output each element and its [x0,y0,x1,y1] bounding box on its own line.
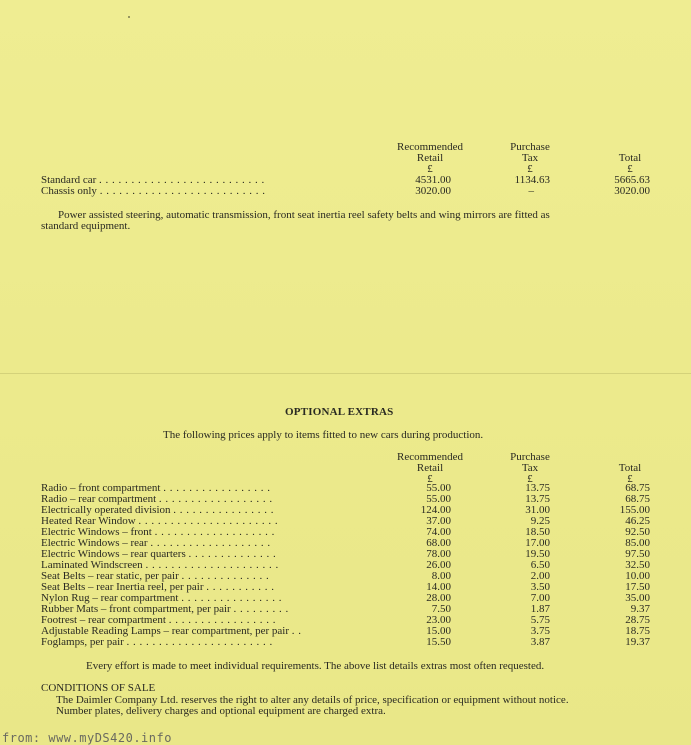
row-retail: 23.00 [426,614,451,626]
row-label: Heated Rear Window . . . . . . . . . . . . . . . . . . . . . . [41,515,279,527]
row-label: Footrest – rear compartment . . . . . . . . . . . . . . . . . [41,614,276,626]
fold-line [0,373,691,374]
total-header [605,153,655,175]
row-total: 28.75 [625,614,650,626]
row-tax: 7.00 [530,592,550,604]
row-total: 32.50 [625,559,650,571]
row-retail: 7.50 [431,603,451,615]
retail-header-line1: Recommended [397,141,463,153]
extras-tax-header [495,452,565,485]
row-total: 92.50 [625,526,650,538]
row-tax: 13.75 [525,482,550,494]
row-label: Laminated Windscreen . . . . . . . . . . . . . . . . . . . . . [41,559,279,571]
row-total: 85.00 [625,537,650,549]
price-row-chassis [0,186,691,197]
conditions-heading: CONDITIONS OF SALE [41,682,156,694]
optional-extras-intro: The following prices apply to items fitted to new cars during production. [163,429,484,441]
extras-retail-header [385,452,475,485]
row-label: Foglamps, per pair . . . . . . . . . . . . . . . . . . . . . . . [41,636,273,648]
total-header-line1: Total [618,152,642,164]
row-tax: 13.75 [525,493,550,505]
row-label: Adjustable Reading Lamps – rear compartment, per pair . . [41,625,302,637]
extras-tax-line1: Purchase [510,451,550,463]
row-label: Electric Windows – rear . . . . . . . . . . . . . . . . . . . [41,537,271,549]
retail-header-currency: £ [427,163,433,175]
source-watermark: from: www.myDS420.info [2,731,172,745]
row-total: 9.37 [630,603,650,615]
row-label: Rubber Mats – front compartment, per pair . . . . . . . . . [41,603,289,615]
row-retail: 55.00 [426,493,451,505]
extras-footnote: Every effort is made to meet individual requirements. The above list details extras most often requested. [86,660,545,672]
extras-row [0,637,691,648]
row-tax: – [528,185,534,197]
row-retail: 26.00 [426,559,451,571]
row-tax: 2.00 [530,570,550,582]
row-retail: 28.00 [426,592,451,604]
tax-header-line2: Tax [521,152,539,164]
standard-equipment-line1: Power assisted steering, automatic transmission, front seat inertia reel safety belts and wing mirrors are fitted as [58,209,550,221]
row-total: 35.00 [625,592,650,604]
row-tax: 5.75 [530,614,550,626]
row-retail: 14.00 [426,581,451,593]
row-retail: 78.00 [426,548,451,560]
row-retail: 8.00 [431,570,451,582]
conditions-line2: Number plates, delivery charges and optional equipment are charged extra. [56,705,386,717]
row-retail: 68.00 [426,537,451,549]
row-total: 46.25 [625,515,650,527]
tax-header-currency: £ [527,163,533,175]
retail-header [385,142,475,175]
total-header-currency: £ [627,163,633,175]
row-tax: 18.50 [525,526,550,538]
row-retail: 4531.00 [415,174,451,186]
row-total: 3020.00 [614,185,650,197]
row-total: 17.50 [625,581,650,593]
row-tax: 3.50 [530,581,550,593]
extras-retail-line2: Retail [416,462,444,474]
row-label: Electric Windows – front . . . . . . . . . . . . . . . . . . . [41,526,275,538]
row-tax: 1134.63 [514,174,550,186]
tax-header-line1: Purchase [510,141,550,153]
row-tax: 9.25 [530,515,550,527]
row-tax: 19.50 [525,548,550,560]
extras-total-line1: Total [618,462,642,474]
row-total: 68.75 [625,482,650,494]
row-tax: 3.87 [530,636,550,648]
row-tax: 31.00 [525,504,550,516]
standard-equipment-line2: standard equipment. [41,220,131,232]
row-retail: 55.00 [426,482,451,494]
row-total: 68.75 [625,493,650,505]
extras-tax-line2: Tax [521,462,539,474]
row-label: Nylon Rug – rear compartment . . . . . . . . . . . . . . . . [41,592,282,604]
retail-header-line2: Retail [416,152,444,164]
row-label: Seat Belts – rear Inertia reel, per pair . . . . . . . . . . . [41,581,275,593]
row-total: 155.00 [619,504,650,516]
conditions-line1: The Daimler Company Ltd. reserves the right to alter any details of price, specification or equipment without notice. [56,694,569,706]
row-retail: 37.00 [426,515,451,527]
tax-header [495,142,565,175]
row-total: 5665.63 [614,174,650,186]
row-label: Radio – front compartment . . . . . . . . . . . . . . . . . [41,482,271,494]
row-total: 19.37 [625,636,650,648]
row-tax: 3.75 [530,625,550,637]
row-label: Standard car . . . . . . . . . . . . . . . . . . . . . . . . . . [41,174,265,186]
row-label: Electrically operated division . . . . . . . . . . . . . . . . [41,504,275,516]
extras-total-currency: £ [627,473,633,485]
extras-tax-currency: £ [527,473,533,485]
row-label: Chassis only . . . . . . . . . . . . . . . . . . . . . . . . . . [41,185,266,197]
row-total: 18.75 [625,625,650,637]
optional-extras-heading: OPTIONAL EXTRAS [285,406,394,418]
row-tax: 6.50 [530,559,550,571]
extras-retail-line1: Recommended [397,451,463,463]
row-retail: 15.00 [426,625,451,637]
row-tax: 17.00 [525,537,550,549]
speck-mark [128,16,130,18]
extras-retail-currency: £ [427,473,433,485]
row-total: 10.00 [625,570,650,582]
row-retail: 3020.00 [415,185,451,197]
row-retail: 74.00 [426,526,451,538]
row-label: Seat Belts – rear static, per pair . . . . . . . . . . . . . . [41,570,270,582]
row-retail: 124.00 [420,504,451,516]
row-tax: 1.87 [530,603,550,615]
row-total: 97.50 [625,548,650,560]
row-label: Electric Windows – rear quarters . . . . . . . . . . . . . . [41,548,277,560]
row-retail: 15.50 [426,636,451,648]
row-label: Radio – rear compartment . . . . . . . . . . . . . . . . . . [41,493,273,505]
